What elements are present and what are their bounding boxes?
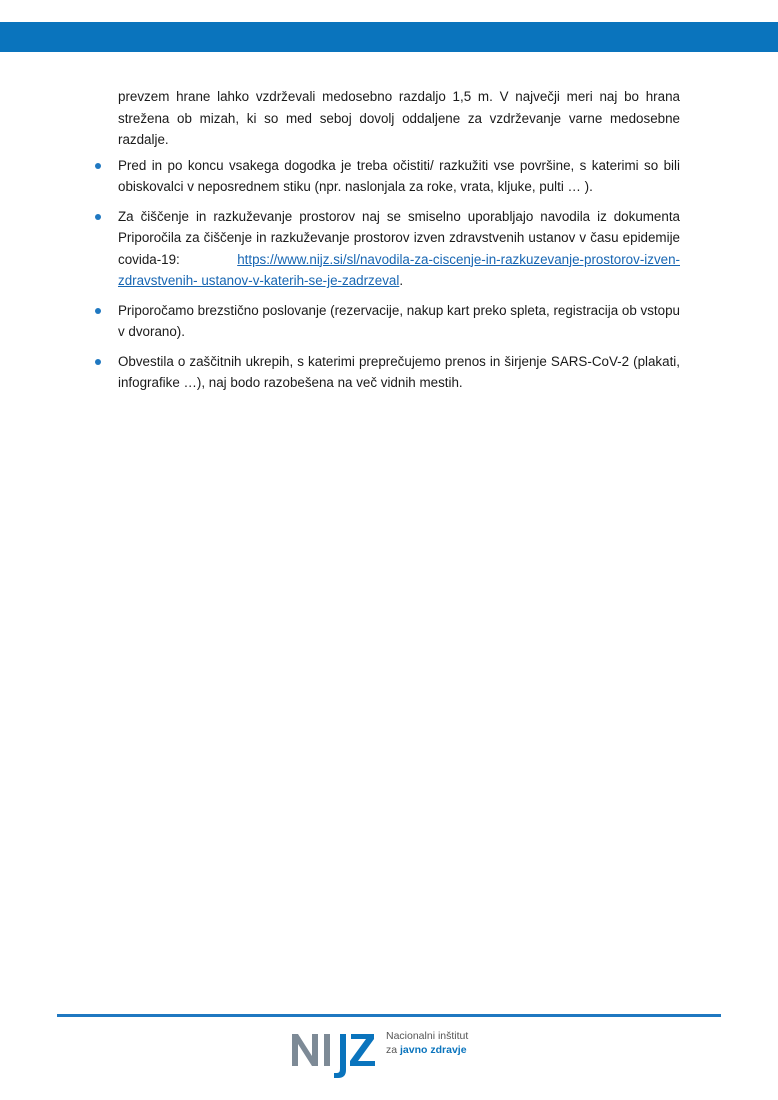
list-item: [92, 351, 680, 394]
logo-line-1: Nacionalni inštitut: [386, 1030, 469, 1042]
list-item: [92, 155, 680, 198]
nijz-logo: [288, 1026, 518, 1086]
logo-tagline: [386, 1029, 468, 1057]
list-item-text: Priporočamo brezstično poslovanje (rezervacije, nakup kart preko spleta, registracija ob vstopu v dvorano).: [118, 302, 680, 339]
bullet-icon: [95, 163, 101, 169]
list-item-text: Za čiščenje in razkuževanje prostorov naj se smiselno uporabljajo navodila iz dokumenta Priporočila za čiščenje in razkuževanje prostorov izven zdravstvenih ustanov v času epidemije covida-19:: [118, 208, 680, 267]
logo-line-2: [386, 1043, 468, 1057]
logo-line-2-prefix: za: [386, 1044, 401, 1056]
document-body: [92, 86, 680, 394]
logo-line-2-bold: javno zdravje: [400, 1044, 467, 1056]
bullet-icon: [95, 308, 101, 314]
bullet-icon: [95, 214, 101, 220]
list-item: [92, 300, 680, 343]
footer-divider: [57, 1014, 721, 1017]
header-band: [0, 22, 778, 52]
list-item-text: Obvestila o zaščitnih ukrepih, s katerimi preprečujemo prenos in širjenje SARS-CoV-2 (plakati, infografike …), naj bodo razobešena na več vidnih mestih.: [118, 353, 680, 390]
bullet-icon: [95, 359, 101, 365]
nijz-logo-mark: [288, 1026, 384, 1082]
list-item-text: Pred in po koncu vsakega dogodka je treba očistiti/ razkužiti vse površine, s katerimi so bili obiskovalci v neposrednem stiku (npr. naslonjala za roke, vrata, kljuke, pulti … ).: [118, 157, 680, 194]
guidelines-link[interactable]: https://www.nijz.si/sl/navodila-za-ciscenje-in-razkuzevanje-prostorov-izven-zdravstvenih- ustanov-v-katerih-se-je-zadrzeval: [118, 251, 680, 288]
list-item-text-end: .: [399, 273, 404, 288]
paragraph-text: prevzem hrane lahko vzdrževali medosebno razdaljo 1,5 m. V največji meri naj bo hrana strežena ob mizah, ki so med seboj dovolj oddaljene za vzdrževanje varne medosebne razdalje.: [118, 89, 680, 147]
paragraph-continued: [92, 86, 680, 151]
list-item: [92, 206, 680, 292]
